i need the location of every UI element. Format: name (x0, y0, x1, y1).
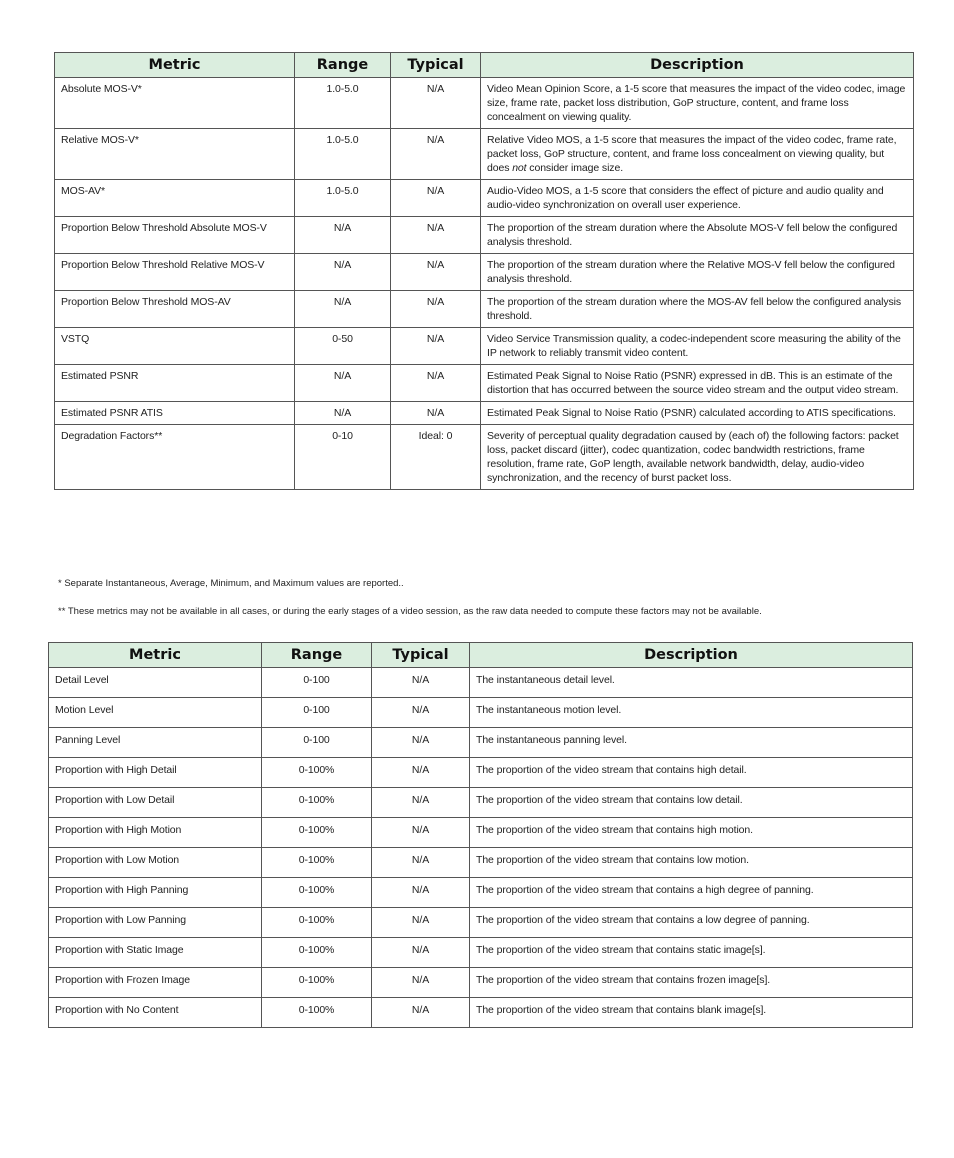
column-header-description: Description (470, 643, 913, 668)
description-cell: The proportion of the video stream that contains high detail. (470, 758, 913, 788)
metric-cell: Degradation Factors** (55, 425, 295, 490)
range-cell: N/A (295, 365, 391, 402)
range-cell: 0-100% (262, 818, 372, 848)
typical-cell: N/A (391, 180, 481, 217)
description-cell: Estimated Peak Signal to Noise Ratio (PSNR) expressed in dB. This is an estimate of the distortion that has occurred between the source video stream and the output video stream. (481, 365, 914, 402)
content-metrics-table (48, 642, 913, 1028)
footnote-availability: ** These metrics may not be available in all cases, or during the early stages of a video session, as the raw data needed to compute these factors may not be available. (58, 606, 762, 617)
range-cell: 0-100% (262, 938, 372, 968)
range-cell: 1.0-5.0 (295, 129, 391, 180)
typical-cell: N/A (372, 668, 470, 698)
typical-cell: N/A (372, 938, 470, 968)
table-row (55, 254, 914, 291)
metric-cell: Proportion with Frozen Image (49, 968, 262, 998)
range-cell: N/A (295, 291, 391, 328)
range-cell: 0-100% (262, 968, 372, 998)
table-row (49, 878, 913, 908)
metric-cell: Proportion Below Threshold MOS-AV (55, 291, 295, 328)
range-cell: 0-100 (262, 698, 372, 728)
description-cell: Video Mean Opinion Score, a 1-5 score that measures the impact of the video codec, image size, frame rate, packet loss distribution, GoP structure, content, and frame loss concealment on viewing quality. (481, 78, 914, 129)
metric-cell: Proportion with Low Panning (49, 908, 262, 938)
typical-cell: N/A (391, 78, 481, 129)
column-header-metric: Metric (49, 643, 262, 668)
description-cell: The proportion of the stream duration where the Relative MOS-V fell below the configured analysis threshold. (481, 254, 914, 291)
typical-cell: N/A (372, 818, 470, 848)
typical-cell: N/A (372, 998, 470, 1028)
video-quality-metrics-table (54, 52, 914, 490)
range-cell: 0-100 (262, 668, 372, 698)
description-cell: Video Service Transmission quality, a codec-independent score measuring the ability of the IP network to reliably transmit video content. (481, 328, 914, 365)
metric-cell: MOS-AV* (55, 180, 295, 217)
metric-cell: Estimated PSNR (55, 365, 295, 402)
description-cell: The proportion of the video stream that contains high motion. (470, 818, 913, 848)
column-header-metric: Metric (55, 53, 295, 78)
description-cell: The proportion of the video stream that contains frozen image[s]. (470, 968, 913, 998)
typical-cell: N/A (372, 848, 470, 878)
range-cell: 0-100% (262, 848, 372, 878)
range-cell: 0-100 (262, 728, 372, 758)
description-cell: The proportion of the video stream that contains a high degree of panning. (470, 878, 913, 908)
description-cell: The proportion of the stream duration where the Absolute MOS-V fell below the configured analysis threshold. (481, 217, 914, 254)
range-cell: 0-100% (262, 788, 372, 818)
table-row (49, 818, 913, 848)
typical-cell: Ideal: 0 (391, 425, 481, 490)
typical-cell: N/A (391, 129, 481, 180)
metric-cell: Proportion with High Detail (49, 758, 262, 788)
metric-cell: Motion Level (49, 698, 262, 728)
metric-cell: Proportion with No Content (49, 998, 262, 1028)
description-cell: The instantaneous detail level. (470, 668, 913, 698)
table-row (49, 848, 913, 878)
table-row (49, 968, 913, 998)
range-cell: N/A (295, 254, 391, 291)
metric-cell: Relative MOS-V* (55, 129, 295, 180)
typical-cell: N/A (372, 968, 470, 998)
table-row (49, 668, 913, 698)
description-cell: Audio-Video MOS, a 1-5 score that considers the effect of picture and audio quality and audio-video synchronization on overall user experience. (481, 180, 914, 217)
description-cell: The proportion of the stream duration where the MOS-AV fell below the configured analysis threshold. (481, 291, 914, 328)
column-header-typical: Typical (391, 53, 481, 78)
table-row (49, 908, 913, 938)
description-cell: The instantaneous motion level. (470, 698, 913, 728)
typical-cell: N/A (391, 254, 481, 291)
typical-cell: N/A (391, 328, 481, 365)
typical-cell: N/A (372, 728, 470, 758)
range-cell: N/A (295, 217, 391, 254)
table-header-row (49, 643, 913, 668)
column-header-description: Description (481, 53, 914, 78)
table-row (55, 291, 914, 328)
column-header-range: Range (295, 53, 391, 78)
table-header-row (55, 53, 914, 78)
emphasis-not: not (512, 162, 527, 174)
metric-cell: Proportion with High Motion (49, 818, 262, 848)
table-row (55, 365, 914, 402)
metric-cell: Proportion Below Threshold Relative MOS-V (55, 254, 295, 291)
range-cell: 0-100% (262, 998, 372, 1028)
table-row (55, 129, 914, 180)
metric-cell: Absolute MOS-V* (55, 78, 295, 129)
range-cell: 0-100% (262, 908, 372, 938)
table-row (49, 788, 913, 818)
description-cell: The instantaneous panning level. (470, 728, 913, 758)
metric-cell: Proportion with Low Motion (49, 848, 262, 878)
table-row (55, 217, 914, 254)
table-row (49, 728, 913, 758)
typical-cell: N/A (391, 365, 481, 402)
table-row (55, 402, 914, 425)
range-cell: N/A (295, 402, 391, 425)
range-cell: 1.0-5.0 (295, 180, 391, 217)
metric-cell: Proportion with Static Image (49, 938, 262, 968)
table-row (55, 78, 914, 129)
description-cell: The proportion of the video stream that contains low motion. (470, 848, 913, 878)
description-cell: Severity of perceptual quality degradation caused by (each of) the following factors: packet loss, packet discard (jitter), codec quantization, codec bandwidth restrictions, frame resolution, frame rate, GoP length, available network bandwidth, delay, audio-video synchronization, and the recency of burst packet loss. (481, 425, 914, 490)
metric-cell: VSTQ (55, 328, 295, 365)
range-cell: 1.0-5.0 (295, 78, 391, 129)
metric-cell: Detail Level (49, 668, 262, 698)
typical-cell: N/A (391, 217, 481, 254)
metric-cell: Proportion Below Threshold Absolute MOS-V (55, 217, 295, 254)
typical-cell: N/A (372, 908, 470, 938)
table-row (55, 328, 914, 365)
description-cell: The proportion of the video stream that contains blank image[s]. (470, 998, 913, 1028)
description-cell: The proportion of the video stream that contains low detail. (470, 788, 913, 818)
range-cell: 0-50 (295, 328, 391, 365)
typical-cell: N/A (372, 788, 470, 818)
typical-cell: N/A (372, 758, 470, 788)
typical-cell: N/A (372, 878, 470, 908)
metric-cell: Proportion with High Panning (49, 878, 262, 908)
metric-cell: Proportion with Low Detail (49, 788, 262, 818)
typical-cell: N/A (391, 291, 481, 328)
table-row (49, 998, 913, 1028)
typical-cell: N/A (372, 698, 470, 728)
column-header-range: Range (262, 643, 372, 668)
description-cell: The proportion of the video stream that contains static image[s]. (470, 938, 913, 968)
table-row (49, 758, 913, 788)
metric-cell: Panning Level (49, 728, 262, 758)
range-cell: 0-100% (262, 758, 372, 788)
typical-cell: N/A (391, 402, 481, 425)
description-cell: Relative Video MOS, a 1-5 score that measures the impact of the video codec, frame rate, packet loss, GoP structure, content, and frame loss concealment on viewing quality, but does not consider image size. (481, 129, 914, 180)
footnote-instantaneous-values: * Separate Instantaneous, Average, Minimum, and Maximum values are reported.. (58, 578, 404, 589)
description-cell: The proportion of the video stream that contains a low degree of panning. (470, 908, 913, 938)
table-row (49, 938, 913, 968)
range-cell: 0-100% (262, 878, 372, 908)
column-header-typical: Typical (372, 643, 470, 668)
table-row (49, 698, 913, 728)
metric-cell: Estimated PSNR ATIS (55, 402, 295, 425)
description-cell: Estimated Peak Signal to Noise Ratio (PSNR) calculated according to ATIS specifications. (481, 402, 914, 425)
table-row (55, 425, 914, 490)
table-row (55, 180, 914, 217)
range-cell: 0-10 (295, 425, 391, 490)
